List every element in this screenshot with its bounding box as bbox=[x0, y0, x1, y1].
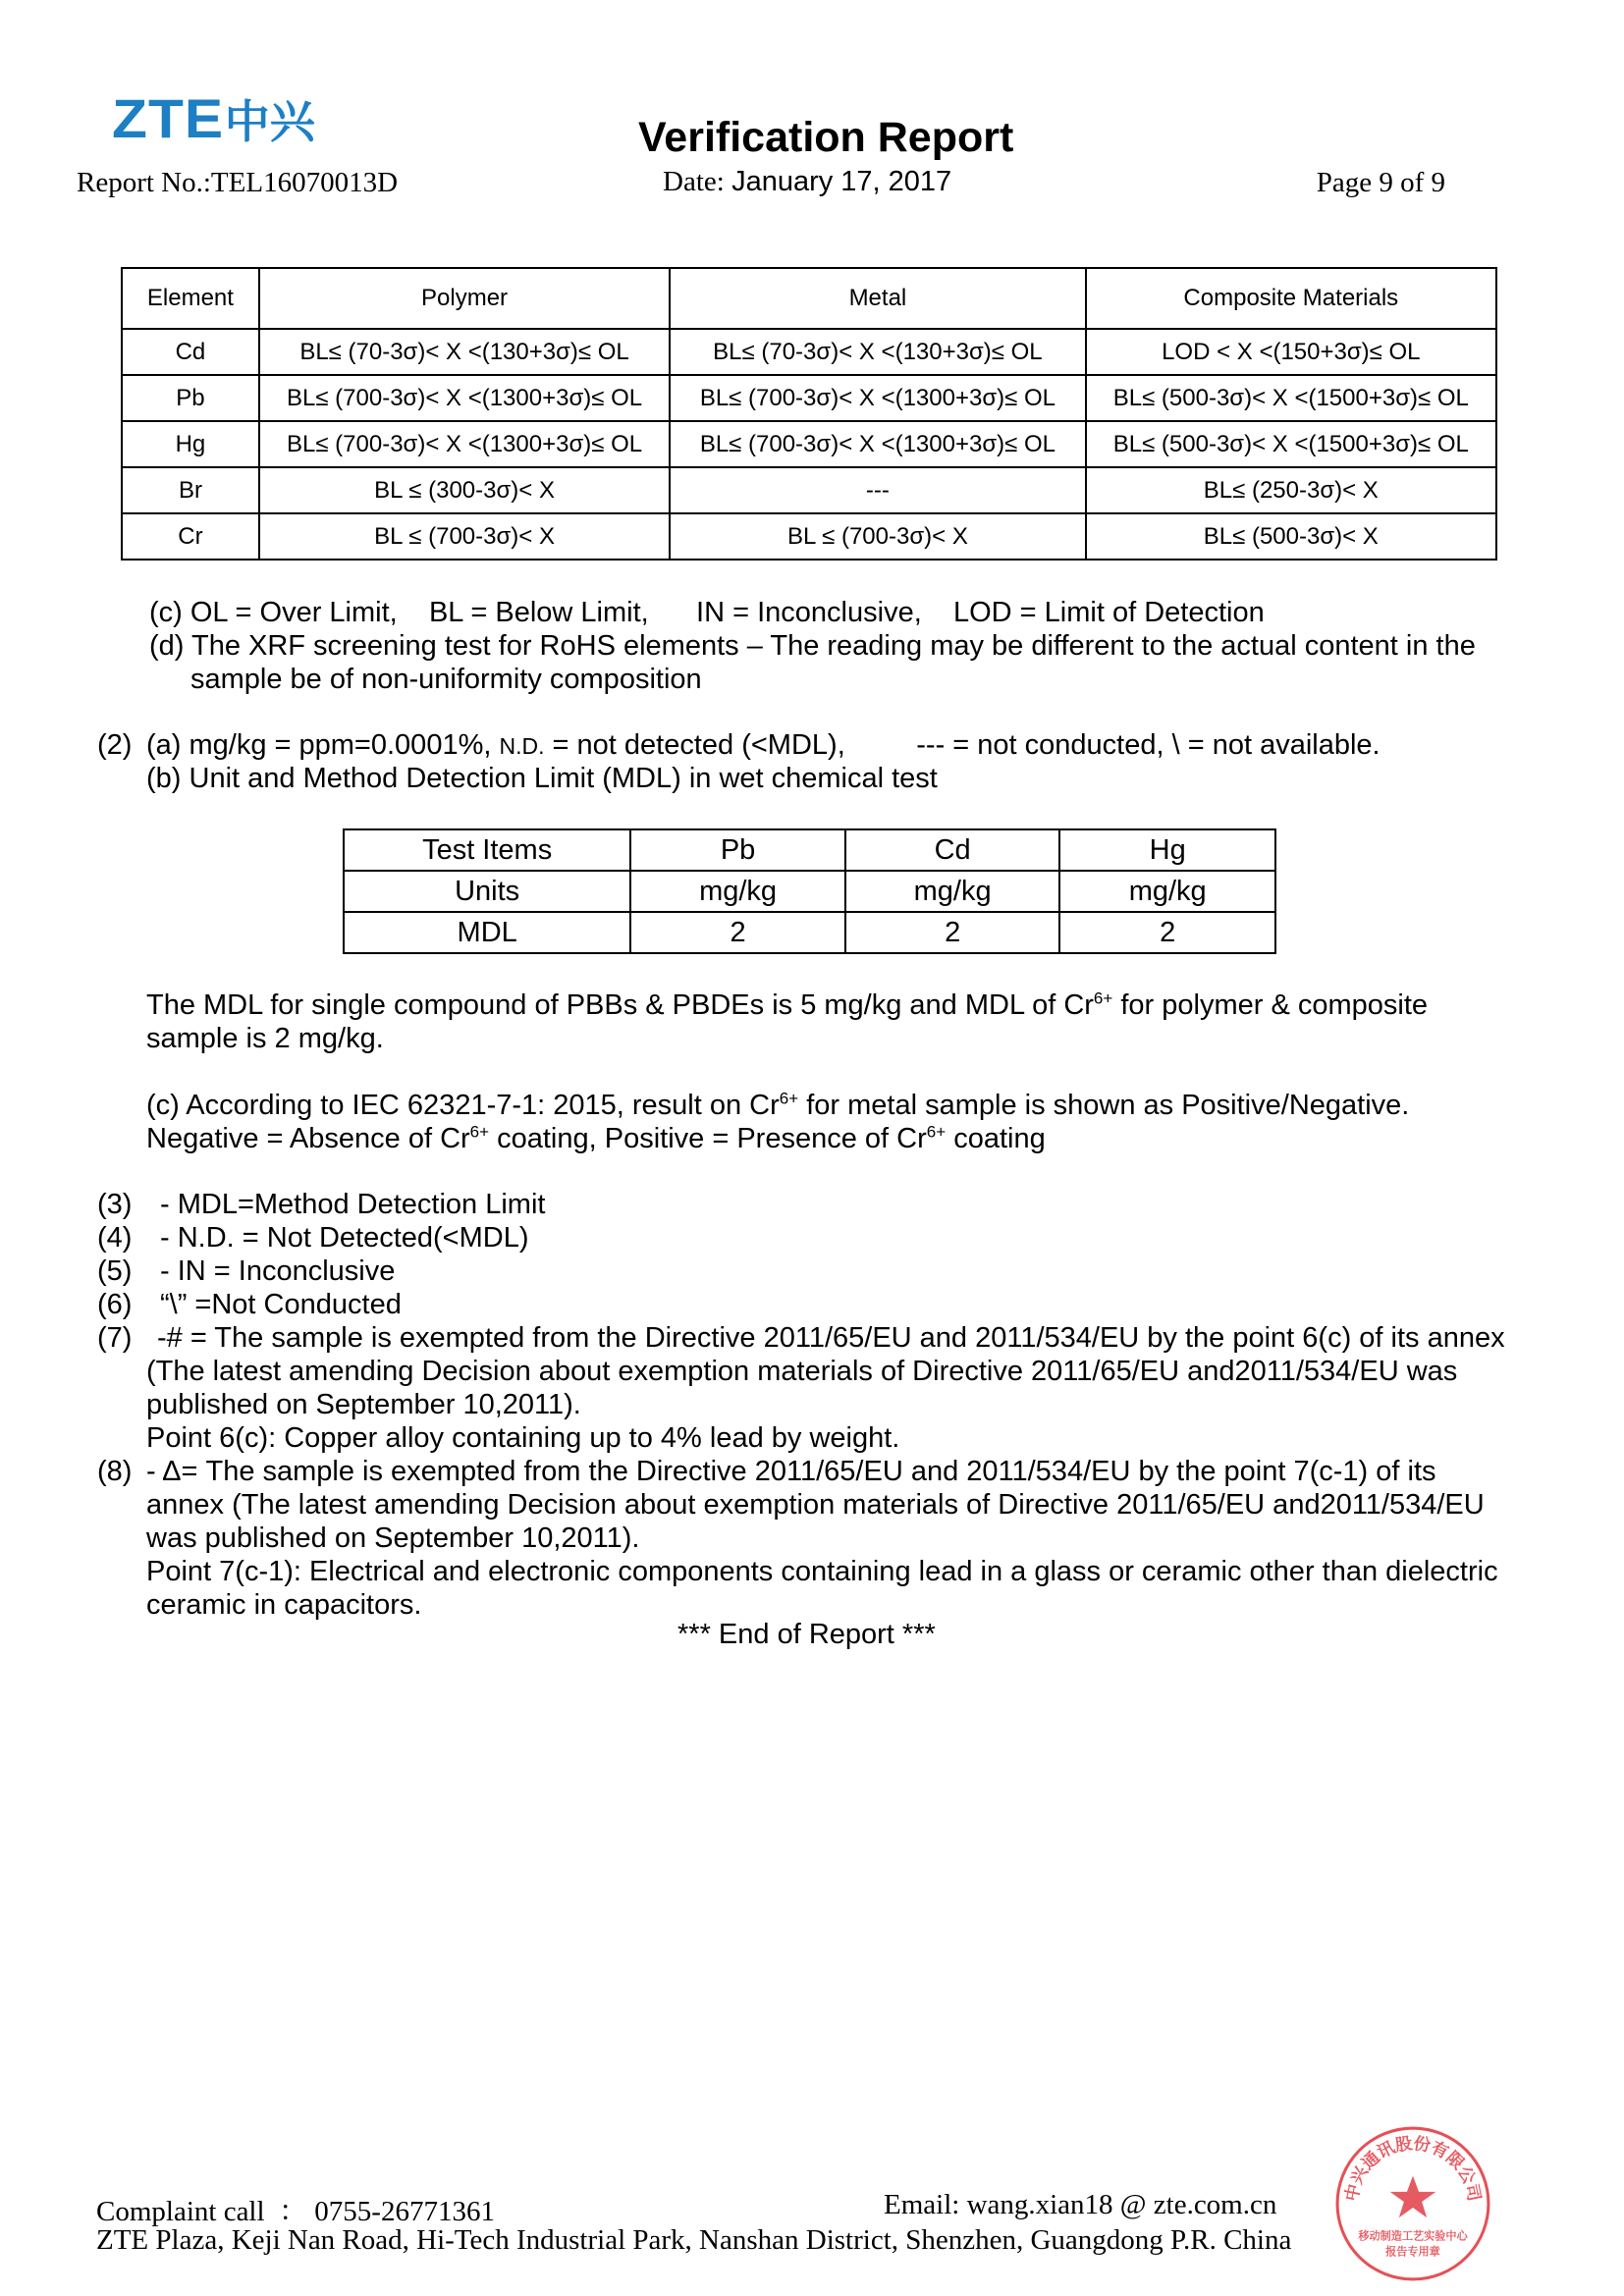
table-cell: BL ≤ (700-3σ)< X bbox=[259, 513, 670, 560]
seal-ring-text: 中兴通讯股份有限公司 bbox=[1342, 2134, 1484, 2204]
table-row bbox=[122, 467, 1496, 513]
table-cell: --- bbox=[670, 467, 1085, 513]
table-cell: mg/kg bbox=[630, 871, 845, 912]
table-cell: BL≤ (250-3σ)< X bbox=[1086, 467, 1496, 513]
table-row bbox=[344, 912, 1275, 953]
report-number: Report No.:TEL16070013D bbox=[77, 167, 399, 198]
note-7-line3: published on September 10,2011). bbox=[146, 1389, 581, 1420]
note-d-line2: sample be of non-uniformity composition bbox=[190, 664, 702, 695]
table-cell: BL ≤ (700-3σ)< X bbox=[670, 513, 1085, 560]
iec-text-line2 bbox=[146, 1122, 1046, 1155]
table-row bbox=[344, 871, 1275, 912]
report-date bbox=[663, 166, 951, 198]
table-header-cell: Polymer bbox=[259, 268, 670, 329]
mdl-text-b: for polymer & composite bbox=[1112, 989, 1429, 1021]
table-cell: mg/kg bbox=[1059, 871, 1275, 912]
table-cell: Cd bbox=[122, 329, 259, 375]
table-cell: BL≤ (700-3σ)< X <(1300+3σ)≤ OL bbox=[259, 375, 670, 421]
note-5-text: - IN = Inconclusive bbox=[160, 1255, 396, 1287]
table-row bbox=[122, 329, 1496, 375]
seal-star-icon bbox=[1390, 2176, 1436, 2218]
note-4-text: - N.D. = Not Detected(<MDL) bbox=[160, 1222, 529, 1254]
iec-text-a: (c) According to IEC 62321-7-1: 2015, result on Cr bbox=[146, 1090, 780, 1121]
note-8-line1: - Δ= The sample is exempted from the Directive 2011/65/EU and 2011/534/EU by the point 7(c-1) of its bbox=[146, 1456, 1436, 1487]
footer-complaint-call: Complaint call ： 0755-26771361 bbox=[96, 2196, 495, 2227]
table-header-row bbox=[122, 268, 1496, 329]
superscript: 6+ bbox=[469, 1122, 490, 1142]
iec-text-b: for metal sample is shown as Positive/Negative. bbox=[798, 1090, 1410, 1121]
iec-text-e: coating bbox=[946, 1123, 1046, 1154]
superscript: 6+ bbox=[926, 1122, 947, 1142]
note-8-line2: annex (The latest amending Decision about exemption materials of Directive 2011/65/EU and2011/534/EU bbox=[146, 1489, 1485, 1521]
table-cell: Units bbox=[344, 871, 630, 912]
superscript: 6+ bbox=[779, 1089, 799, 1108]
note-c: (c) OL = Over Limit, BL = Below Limit, IN = Inconclusive, LOD = Limit of Detection bbox=[149, 597, 1265, 628]
seal-center-line2: 报告专用章 bbox=[1385, 2245, 1440, 2259]
table-cell: BL≤ (500-3σ)< X <(1500+3σ)≤ OL bbox=[1086, 375, 1496, 421]
table-cell: MDL bbox=[344, 912, 630, 953]
note-2-number: (2) bbox=[97, 729, 133, 761]
report-title: Verification Report bbox=[638, 114, 1014, 161]
zte-logo bbox=[112, 86, 315, 151]
table-cell: BL ≤ (300-3σ)< X bbox=[259, 467, 670, 513]
table-cell: Br bbox=[122, 467, 259, 513]
table-cell: 2 bbox=[845, 912, 1060, 953]
note-8-line5: ceramic in capacitors. bbox=[146, 1589, 422, 1621]
table-cell: BL≤ (500-3σ)< X bbox=[1086, 513, 1496, 560]
date-label: Date: bbox=[663, 166, 732, 197]
iec-text-d: coating, Positive = Presence of Cr bbox=[489, 1123, 927, 1154]
note-number: (7) bbox=[97, 1322, 133, 1354]
table-cell: Hg bbox=[1059, 829, 1275, 871]
note-number: (4) bbox=[97, 1222, 133, 1254]
logo-latin-text: ZTE bbox=[112, 87, 225, 149]
xrf-limits-table bbox=[121, 267, 1497, 561]
seal-center-line1: 移动制造工艺实验中心 bbox=[1358, 2229, 1468, 2243]
table-cell: Pb bbox=[630, 829, 845, 871]
note-number: (5) bbox=[97, 1255, 133, 1287]
table-cell: Hg bbox=[122, 421, 259, 467]
superscript: 6+ bbox=[1093, 988, 1113, 1008]
note-2a-nd: N.D. bbox=[499, 733, 545, 759]
table-row bbox=[122, 375, 1496, 421]
table-cell: mg/kg bbox=[845, 871, 1060, 912]
note-7-line2: (The latest amending Decision about exemption materials of Directive 2011/65/EU and2011/534/EU was bbox=[146, 1356, 1458, 1387]
table-header-cell: Metal bbox=[670, 268, 1085, 329]
note-8-line4: Point 7(c-1): Electrical and electronic components containing lead in a glass or ceramic other than dielectric bbox=[146, 1556, 1498, 1587]
table-row bbox=[122, 421, 1496, 467]
table-cell: BL≤ (700-3σ)< X <(1300+3σ)≤ OL bbox=[670, 421, 1085, 467]
note-3-text: - MDL=Method Detection Limit bbox=[160, 1189, 546, 1220]
table-row bbox=[344, 829, 1275, 871]
note-2b: (b) Unit and Method Detection Limit (MDL) in wet chemical test bbox=[146, 763, 938, 794]
mdl-text-line1 bbox=[146, 988, 1428, 1022]
company-seal-stamp bbox=[1333, 2124, 1492, 2283]
iec-text-line1 bbox=[146, 1089, 1409, 1122]
table-cell: LOD < X <(150+3σ)≤ OL bbox=[1086, 329, 1496, 375]
table-cell: BL≤ (700-3σ)< X <(1300+3σ)≤ OL bbox=[259, 421, 670, 467]
note-2a bbox=[146, 728, 1380, 763]
logo-cjk-text: 中兴 bbox=[224, 95, 315, 148]
table-cell: BL≤ (500-3σ)< X <(1500+3σ)≤ OL bbox=[1086, 421, 1496, 467]
table-cell: 2 bbox=[1059, 912, 1275, 953]
mdl-table bbox=[343, 828, 1276, 954]
footer-email: Email: wang.xian18 @ zte.com.cn bbox=[884, 2189, 1277, 2220]
table-cell: Cd bbox=[845, 829, 1060, 871]
date-value: January 17, 2017 bbox=[731, 166, 952, 197]
note-number: (6) bbox=[97, 1289, 133, 1320]
note-8-line3: was published on September 10,2011). bbox=[146, 1522, 640, 1554]
table-cell: Cr bbox=[122, 513, 259, 560]
table-cell: Test Items bbox=[344, 829, 630, 871]
mdl-text-line2: sample is 2 mg/kg. bbox=[146, 1023, 384, 1054]
end-of-report: *** End of Report *** bbox=[677, 1619, 936, 1650]
table-row bbox=[122, 513, 1496, 560]
note-number: (8) bbox=[97, 1456, 133, 1487]
table-cell: 2 bbox=[630, 912, 845, 953]
note-number: (3) bbox=[97, 1189, 133, 1220]
note-2a-text: (a) mg/kg = ppm=0.0001%, bbox=[146, 729, 500, 761]
page-number: Page 9 of 9 bbox=[1316, 167, 1445, 198]
table-cell: BL≤ (70-3σ)< X <(130+3σ)≤ OL bbox=[670, 329, 1085, 375]
table-cell: BL≤ (70-3σ)< X <(130+3σ)≤ OL bbox=[259, 329, 670, 375]
footer-address: ZTE Plaza, Keji Nan Road, Hi-Tech Industrial Park, Nanshan District, Shenzhen, Guangdong P.R. China bbox=[96, 2224, 1292, 2256]
table-cell: Pb bbox=[122, 375, 259, 421]
note-7-line1: -# = The sample is exempted from the Directive 2011/65/EU and 2011/534/EU by the point 6(c) of its annex bbox=[157, 1322, 1505, 1354]
mdl-text-a: The MDL for single compound of PBBs & PBDEs is 5 mg/kg and MDL of Cr bbox=[146, 989, 1094, 1021]
note-7-line4: Point 6(c): Copper alloy containing up to 4% lead by weight. bbox=[146, 1422, 900, 1454]
note-6-text: “\” =Not Conducted bbox=[160, 1289, 402, 1320]
note-2a-text-rest: = not detected (<MDL), --- = not conducted, \ = not available. bbox=[544, 729, 1380, 761]
table-header-cell: Composite Materials bbox=[1086, 268, 1496, 329]
note-d-line1: (d) The XRF screening test for RoHS elements – The reading may be different to the actual content in the bbox=[149, 630, 1476, 662]
table-header-cell: Element bbox=[122, 268, 259, 329]
table-cell: BL≤ (700-3σ)< X <(1300+3σ)≤ OL bbox=[670, 375, 1085, 421]
iec-text-c: Negative = Absence of Cr bbox=[146, 1123, 470, 1154]
